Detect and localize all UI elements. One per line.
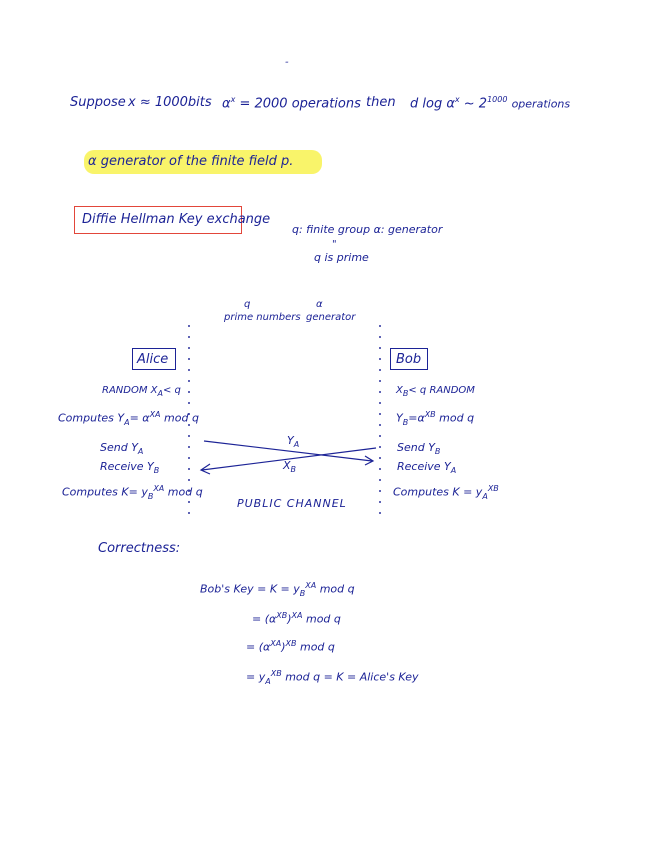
intro-ops: $\alpha^x = 2000$ operations bbox=[222, 95, 361, 112]
correctness-line2: = $(\alpha^{XB})^{XA}$ mod q bbox=[252, 611, 341, 626]
public-alpha: α bbox=[316, 299, 323, 310]
alice-computes: Computes $Y_A= \alpha^{XA}$ mod q bbox=[58, 410, 199, 427]
correctness-line1: Bob's Key = $K = y_B^{XA}$ mod q bbox=[200, 581, 355, 598]
setup-neq: " bbox=[332, 239, 337, 250]
correctness-heading: Correctness: bbox=[98, 541, 181, 556]
alice-key: Computes $K= y_B^{XA}$ mod q bbox=[62, 484, 203, 501]
correctness-line3: = $(\alpha^{XA})^{XB}$ mod q bbox=[246, 639, 335, 654]
title: Diffie Hellman Key exchange bbox=[82, 212, 271, 227]
setup-line2: q is prime bbox=[314, 251, 369, 264]
bob-receive: Receive $Y_A$ bbox=[397, 460, 457, 476]
public-channel-label: PUBLIC CHANNEL bbox=[237, 497, 347, 510]
alice-name: Alice bbox=[137, 352, 169, 367]
channel-ya: $Y_A$ bbox=[287, 434, 300, 450]
bob-name: Bob bbox=[396, 352, 422, 367]
public-q: q bbox=[244, 299, 251, 310]
bob-send: Send $Y_B$ bbox=[397, 441, 441, 457]
intro-suppose: Suppose bbox=[70, 95, 126, 110]
setup-line1: q: finite group α: generator bbox=[292, 223, 443, 236]
generator-note: α generator of the finite field p. bbox=[88, 154, 294, 169]
bob-key: Computes $K = y_A^{XB}$ bbox=[393, 484, 499, 501]
correctness-line4: = $y_A^{XB}$ mod q = K = Alice's Key bbox=[246, 669, 419, 686]
alice-receive: Receive $Y_B$ bbox=[100, 460, 160, 476]
arrow-ya bbox=[204, 441, 372, 461]
alice-random: RANDOM $X_A< q$ bbox=[102, 385, 181, 398]
alice-send: Send $Y_A$ bbox=[100, 441, 144, 457]
top-mark: - bbox=[285, 57, 289, 68]
intro-dlog: d $\log \alpha^x$ ~ $2^{1000}$ operations bbox=[410, 95, 571, 112]
bob-random: $X_B< q$ RANDOM bbox=[396, 385, 475, 398]
public-q-label: prime numbers bbox=[224, 312, 301, 323]
intro-then: then bbox=[366, 95, 396, 110]
public-alpha-label: generator bbox=[306, 312, 356, 323]
channel-yb: $X_B$ bbox=[283, 459, 297, 475]
bob-computes: $Y_B=\alpha^{XB}$ mod q bbox=[396, 410, 475, 427]
intro-bits: x ≈ 1000bits bbox=[128, 95, 212, 110]
